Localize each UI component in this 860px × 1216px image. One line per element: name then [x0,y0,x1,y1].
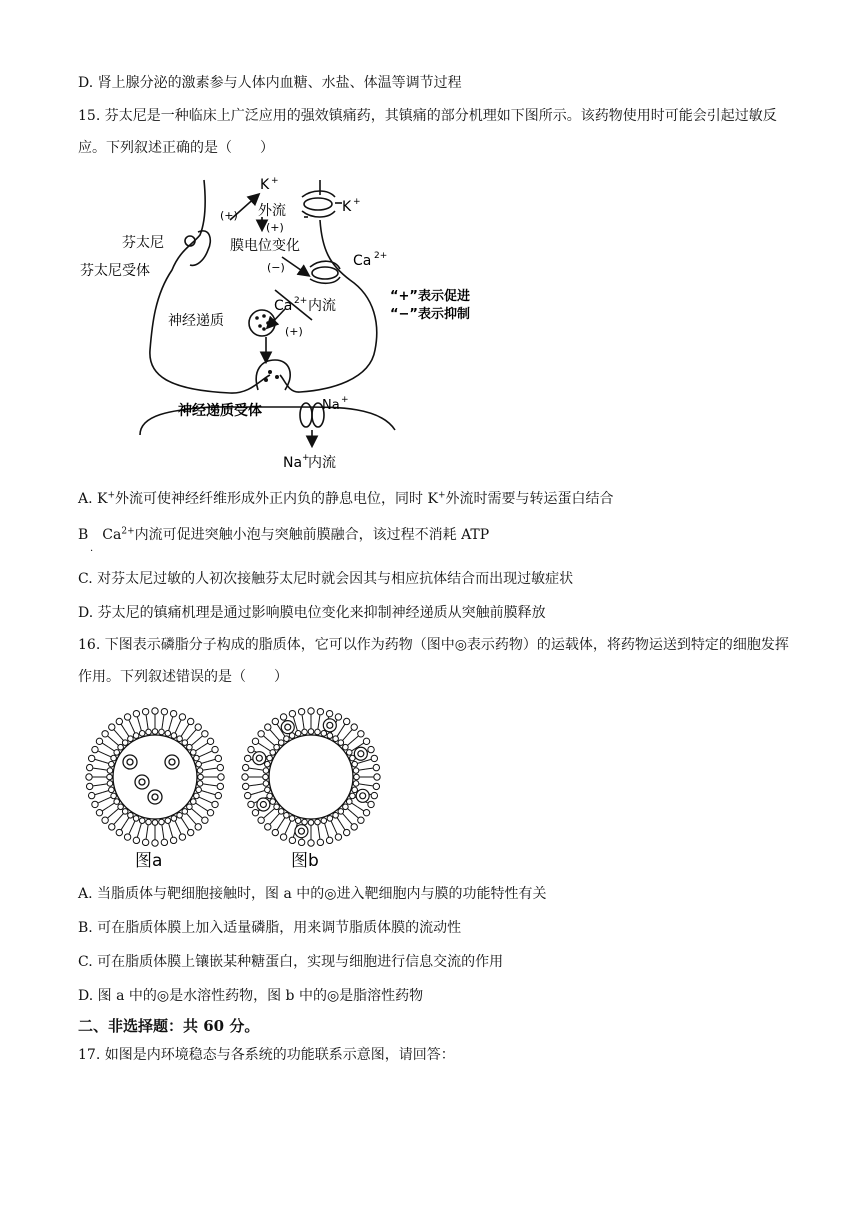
phospholipid-head [128,736,134,742]
phospholipid-head [352,787,358,793]
phospholipid-head [142,708,148,714]
phospholipid-head [190,750,196,756]
phospholipid-head [258,731,264,737]
phospholipid-head [146,819,152,825]
ca-channel-shape [310,261,340,283]
phospholipid-head [371,792,377,798]
phospholipid-head [267,755,273,761]
drug-particle [135,775,149,789]
phospholipid-head [274,804,280,810]
phospholipid-head [107,781,113,787]
phospholipid-head [242,764,248,770]
drug-particle [281,721,294,734]
phospholipid-head [272,718,278,724]
phospholipid-head [124,714,130,720]
phospholipid-head [317,708,323,714]
phospholipid-head [350,793,356,799]
phospholipid-head [190,799,196,805]
fig-b-label: 图b [291,851,319,871]
phospholipid-head [187,804,193,810]
phospholipid-head [114,799,120,805]
phospholipid-head [182,740,188,746]
phospholipid-head [298,708,304,714]
phospholipid-head [170,710,176,716]
phospholipid-head [248,746,254,752]
phospholipid-head [295,731,301,737]
phospholipid-head [212,746,218,752]
phospholipid-head [195,724,201,730]
q15-option-d: D. 芬太尼的镇痛机理是通过影响膜电位变化来抑制神经递质从突触前膜释放 [78,605,546,621]
phospholipid-head [142,839,148,845]
phospholipid-head [252,809,258,815]
q14-option-d: D. 肾上腺分泌的激素参与人体内血糖、水盐、体温等调节过程 [78,75,462,91]
phospholipid-head [335,714,341,720]
phospholipid-head [118,744,124,750]
phospholipid-head [263,781,269,787]
liposome-figure-a [80,702,230,872]
k-channel-shape [302,191,335,217]
phospholipid-head [317,839,323,845]
phospholipid-head [327,733,333,739]
phospholipid-head [308,729,314,735]
phospholipid-head [133,733,139,739]
legend-plus: “+”表示促进 [390,289,470,304]
phospholipid-head [202,731,208,737]
phospholipid-head [207,738,213,744]
phospholipid-head [353,781,359,787]
drug-particle [123,755,137,769]
phospholipid-head [258,817,264,823]
phospholipid-head [159,819,165,825]
phospholipid-head [368,746,374,752]
phospholipid-head [187,829,193,835]
phospholipid-head [102,817,108,823]
phospholipid-head [88,792,94,798]
phospholipid-head [308,840,314,846]
fentanyl-label: 芬太尼 [122,235,164,251]
phospholipid-head [351,724,357,730]
ca-influx-ion-label: Ca [274,298,293,314]
phospholipid-head [197,781,203,787]
drug-particle [323,719,336,732]
presynaptic-outline-left [150,180,270,393]
phospholipid-head [124,834,130,840]
phospholipid-head [215,755,221,761]
svg-text:+: + [353,197,361,207]
phospholipid-head [133,710,139,716]
phospholipid-head [242,783,248,789]
phospholipid-head [152,840,158,846]
phospholipid-head [321,731,327,737]
phospholipid-head [109,724,115,730]
phospholipid-head [308,708,314,714]
phospholipid-head [161,708,167,714]
phospholipid-head [196,761,202,767]
neurotransmitter-label: 神经递质 [168,313,224,329]
svg-text:2+: 2+ [294,296,308,306]
phospholipid-head [128,812,134,818]
drug-particle [354,747,367,760]
phospholipid-head [215,792,221,798]
phospholipid-head [146,729,152,735]
phospholipid-head [102,731,108,737]
plus-label-3: (+) [285,325,303,338]
phospholipid-head [373,783,379,789]
q15-option-b: B $Ca^{2+}$内流可促进突触小泡与突触前膜融合，该过程不消耗 ATP [78,526,490,543]
phospholipid-head [179,834,185,840]
efflux-label: 外流 [258,203,286,219]
phospholipid-head [278,809,284,815]
k-label-right: K [342,199,352,215]
phospholipid-head [92,801,98,807]
phospholipid-head [109,787,115,793]
minus-label: (−) [267,261,285,274]
phospholipid-head [265,761,271,767]
phospholipid-head [373,764,379,770]
phospholipid-head [278,740,284,746]
fentanyl-receptor-label: 芬太尼受体 [80,263,150,279]
synapse-diagram [80,175,500,475]
ca-label-right: Ca [353,253,372,269]
phospholipid-head [351,824,357,830]
phospholipid-head [109,761,115,767]
phospholipid-head [280,834,286,840]
phospholipid-head [118,804,124,810]
phospholipid-head [86,774,92,780]
phospholipid-head [368,801,374,807]
phospholipid-head [289,837,295,843]
phospholipid-head [263,768,269,774]
phospholipid-head [165,731,171,737]
q16-stem: 16. 下图表示磷脂分子构成的脂质体，它可以作为药物（图中◎表示药物）的运载体，将药物运送到特定的细胞发挥作用。下列叙述错误的是（ ） [78,637,789,685]
phospholipid-head [371,755,377,761]
phospholipid-head [270,750,276,756]
phospholipid-head [363,809,369,815]
phospholipid-head [302,729,308,735]
phospholipid-head [109,824,115,830]
drug-particle [257,798,270,811]
phospholipid-head [295,818,301,824]
phospholipid-head [244,755,250,761]
phospholipid-head [165,818,171,824]
phospholipid-head [86,764,92,770]
phospholipid-head [96,809,102,815]
phospholipid-head [327,816,333,822]
phospholipid-head [202,817,208,823]
phospholipid-head [133,816,139,822]
phospholipid-head [343,804,349,810]
legend-minus: “−”表示抑制 [390,307,470,322]
phospholipid-head [152,820,158,826]
phospholipid-head [284,812,290,818]
phospholipid-head [187,744,193,750]
phospholipid-head [326,837,332,843]
phospholipid-head [346,750,352,756]
na-influx-ion-label: Na [283,455,303,471]
presynaptic-outline-right [280,180,377,392]
phospholipid-head [343,718,349,724]
phospholipid-head [122,809,128,815]
phospholipid-head [352,761,358,767]
phospholipid-head [177,736,183,742]
na-influx-label: 内流 [308,455,336,471]
svg-text:+: + [341,395,349,405]
drug-particle [148,790,162,804]
phospholipid-head [265,724,271,730]
phospholipid-head [265,787,271,793]
phospholipid-head [187,718,193,724]
phospholipid-head [218,774,224,780]
membrane-potential-label: 膜电位变化 [230,238,300,254]
phospholipid-head [107,768,113,774]
phospholipid-head [315,819,321,825]
phospholipid-head [207,809,213,815]
phospholipid-head [252,738,258,744]
phospholipid-head [289,816,295,822]
phospholipid-head [267,793,273,799]
phospholipid-head [338,809,344,815]
q16-option-a: A. 当脂质体与靶细胞接触时，图 a 中的◎进入靶细胞内与膜的功能特性有关 [78,886,547,902]
phospholipid-head [333,812,339,818]
phospholipid-head [159,729,165,735]
phospholipid-head [274,744,280,750]
phospholipid-head [152,708,158,714]
phospholipid-head [244,792,250,798]
phospholipid-head [284,736,290,742]
phospholipid-head [289,710,295,716]
q17-stem: 17. 如图是内环境稳态与各系统的功能联系示意图，请回答： [78,1047,455,1063]
neurotransmitter-receptor-label: 神经递质受体 [178,403,262,419]
q16-option-b: B. 可在脂质体膜上加入适量磷脂，用来调节脂质体膜的流动性 [78,920,462,936]
phospholipid-head [86,783,92,789]
phospholipid-head [177,812,183,818]
section2-heading: 二、非选择题：共 60 分。 [78,1017,260,1035]
phospholipid-head [343,744,349,750]
svg-text:+: + [271,176,279,186]
q15-option-b-dot: · [90,546,94,557]
phospholipid-head [343,829,349,835]
phospholipid-head [170,837,176,843]
phospholipid-head [265,824,271,830]
q15-stem: 15. 芬太尼是一种临床上广泛应用的强效镇痛药，其镇痛的部分机理如下图所示。该药物使用时可能会引起过敏反应。下列叙述正确的是（ ） [78,108,777,156]
phospholipid-head [139,731,145,737]
phospholipid-head [298,839,304,845]
phospholipid-head [171,733,177,739]
phospholipid-head [374,774,380,780]
phospholipid-head [88,755,94,761]
phospholipid-head [114,750,120,756]
phospholipid-head [196,787,202,793]
phospholipid-head [212,801,218,807]
phospholipid-head [338,740,344,746]
phospholipid-head [280,714,286,720]
liposome-figure-b [236,702,386,872]
phospholipid-head [111,793,117,799]
q15-option-a: A. K+外流可使神经纤维形成外正内负的静息电位，同时 K+外流时需要与转运蛋白结合 [78,490,614,507]
phospholipid-head [308,820,314,826]
phospholipid-head [242,774,248,780]
phospholipid-head [358,817,364,823]
phospholipid-head [182,809,188,815]
fig-a-label: 图a [135,851,163,871]
phospholipid-head [302,819,308,825]
phospholipid-head [315,729,321,735]
phospholipid-head [194,755,200,761]
phospholipid-head [122,740,128,746]
phospholipid-head [217,783,223,789]
phospholipid-head [96,738,102,744]
phospholipid-head [217,764,223,770]
drug-particle [165,755,179,769]
phospholipid-head [346,799,352,805]
phospholipid-head [272,829,278,835]
phospholipid-head [194,793,200,799]
phospholipid-head [179,714,185,720]
phospholipid-head [92,746,98,752]
phospholipid-head [326,710,332,716]
drug-particle [295,825,308,838]
q16-option-c: C. 可在脂质体膜上镶嵌某种糖蛋白，实现与细胞进行信息交流的作用 [78,954,504,970]
phospholipid-head [248,801,254,807]
phospholipid-head [270,799,276,805]
phospholipid-head [107,774,113,780]
phospholipid-head [116,829,122,835]
phospholipid-head [333,736,339,742]
plus-label-2: (+) [266,221,284,234]
phospholipid-head [263,774,269,780]
phospholipid-head [335,834,341,840]
k-label-top: K [260,177,270,193]
drug-particle [356,789,369,802]
na-label-top: Na [322,398,340,413]
svg-text:+: + [302,453,310,463]
phospholipid-head [161,839,167,845]
phospholipid-head [358,731,364,737]
phospholipid-head [321,818,327,824]
phospholipid-head [171,816,177,822]
drug-particle [253,752,266,765]
svg-text:2+: 2+ [374,251,388,261]
phospholipid-head [152,729,158,735]
phospholipid-head [133,837,139,843]
q16-option-d: D. 图 a 中的◎是水溶性药物，图 b 中的◎是脂溶性药物 [78,988,424,1004]
phospholipid-head [197,768,203,774]
phospholipid-head [116,718,122,724]
phospholipid-head [195,824,201,830]
synaptic-cleft-bulge [256,360,290,390]
q15-option-c: C. 对芬太尼过敏的人初次接触芬太尼时就会因其与相应抗体结合而出现过敏症状 [78,571,574,587]
phospholipid-head [363,738,369,744]
ca-influx-label: 内流 [308,298,336,314]
phospholipid-head [354,774,360,780]
phospholipid-head [139,818,145,824]
phospholipid-head [198,774,204,780]
phospholipid-head [353,768,359,774]
plus-label-1: (+) [220,209,238,222]
phospholipid-head [111,755,117,761]
